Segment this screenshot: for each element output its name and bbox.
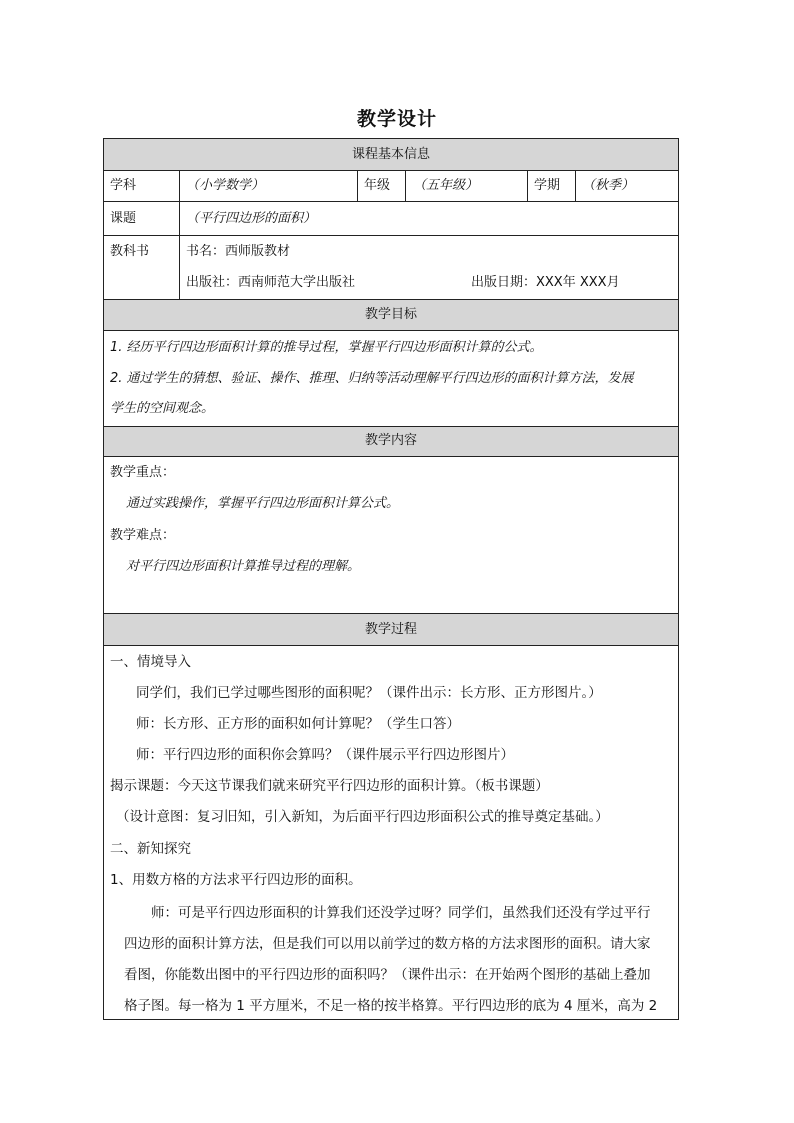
section-heading: 一、情境导入 [110,654,191,670]
objective-line: 1. 经历平行四边形面积计算的推导过程，掌握平行四边形面积计算的公式。 [110,340,543,355]
section-heading: 二、新知探究 [110,841,191,857]
column-divider [357,170,358,201]
difficulty-label: 教学难点： [110,528,176,543]
row-divider [103,201,679,202]
key-point-text: 通过实践操作，掌握平行四边形面积计算公式。 [126,496,400,511]
key-point-label: 教学重点： [110,465,176,480]
row-divider [103,456,679,457]
column-divider [405,170,406,201]
row-divider [103,170,679,171]
basic-info-header: 课程基本信息 [351,147,430,162]
process-line: 格子图。每一格为 1 平方厘米，不足一格的按半格算。平行四边形的底为 4 厘米，高为 2 [124,998,658,1014]
subject-value: （小学数学） [186,178,265,193]
objective-line: 2. 通过学生的猜想、验证、操作、推理、归纳等活动理解平行四边形的面积计算方法，发展 [110,371,634,386]
process-line: 看图，你能数出图中的平行四边形的面积吗？（课件出示：在开始两个图形的基础上叠加 [124,967,651,983]
book-name: 书名：西师版教材 [186,244,291,259]
term-value: （秋季） [582,178,635,193]
row-divider [103,426,679,427]
objective-line: 学生的空间观念。 [110,401,215,416]
grade-value: （五年级） [413,178,479,193]
difficulty-text: 对平行四边形面积计算推导过程的理解。 [126,559,361,574]
column-divider [179,170,180,300]
process-line: 揭示课题：今天这节课我们就来研究平行四边形的面积计算。（板书课题） [110,778,549,794]
topic-value: （平行四边形的面积） [186,211,317,226]
process-line: 1、用数方格的方法求平行四边形的面积。 [110,872,362,888]
page-title: 教学设计 [356,108,437,130]
process-line: 四边形的面积计算方法，但是我们可以用以前学过的数方格的方法求图形的面积。请大家 [124,936,651,952]
objectives-header: 教学目标 [364,307,417,322]
publisher: 出版社：西南师范大学出版社 [186,275,356,290]
term-label: 学期 [534,178,561,193]
process-line: 师：长方形、正方形的面积如何计算呢？（学生口答） [136,716,460,732]
process-line: 师：可是平行四边形面积的计算我们还没学过呀？同学们，虽然我们还没有学过平行 [151,905,651,921]
column-divider [527,170,528,201]
publish-date: 出版日期：XXX年 XXX月 [471,275,620,290]
process-line: 同学们，我们已学过哪些图形的面积呢？（课件出示：长方形、正方形图片。） [136,685,602,701]
design-intent: （设计意图：复习旧知，引入新知，为后面平行四边形面积公式的推导奠定基础。） [116,809,609,825]
subject-label: 学科 [110,178,137,193]
content-header: 教学内容 [364,433,417,448]
row-divider [103,299,679,300]
textbook-label: 教科书 [110,244,150,259]
column-divider [575,170,576,201]
process-line: 师：平行四边形的面积你会算吗？（课件展示平行四边形图片） [136,747,514,763]
row-divider [103,235,679,236]
topic-label: 课题 [110,211,137,226]
process-header: 教学过程 [364,622,417,637]
row-divider [103,330,679,331]
row-divider [103,613,679,614]
row-divider [103,645,679,646]
grade-label: 年级 [364,178,391,193]
